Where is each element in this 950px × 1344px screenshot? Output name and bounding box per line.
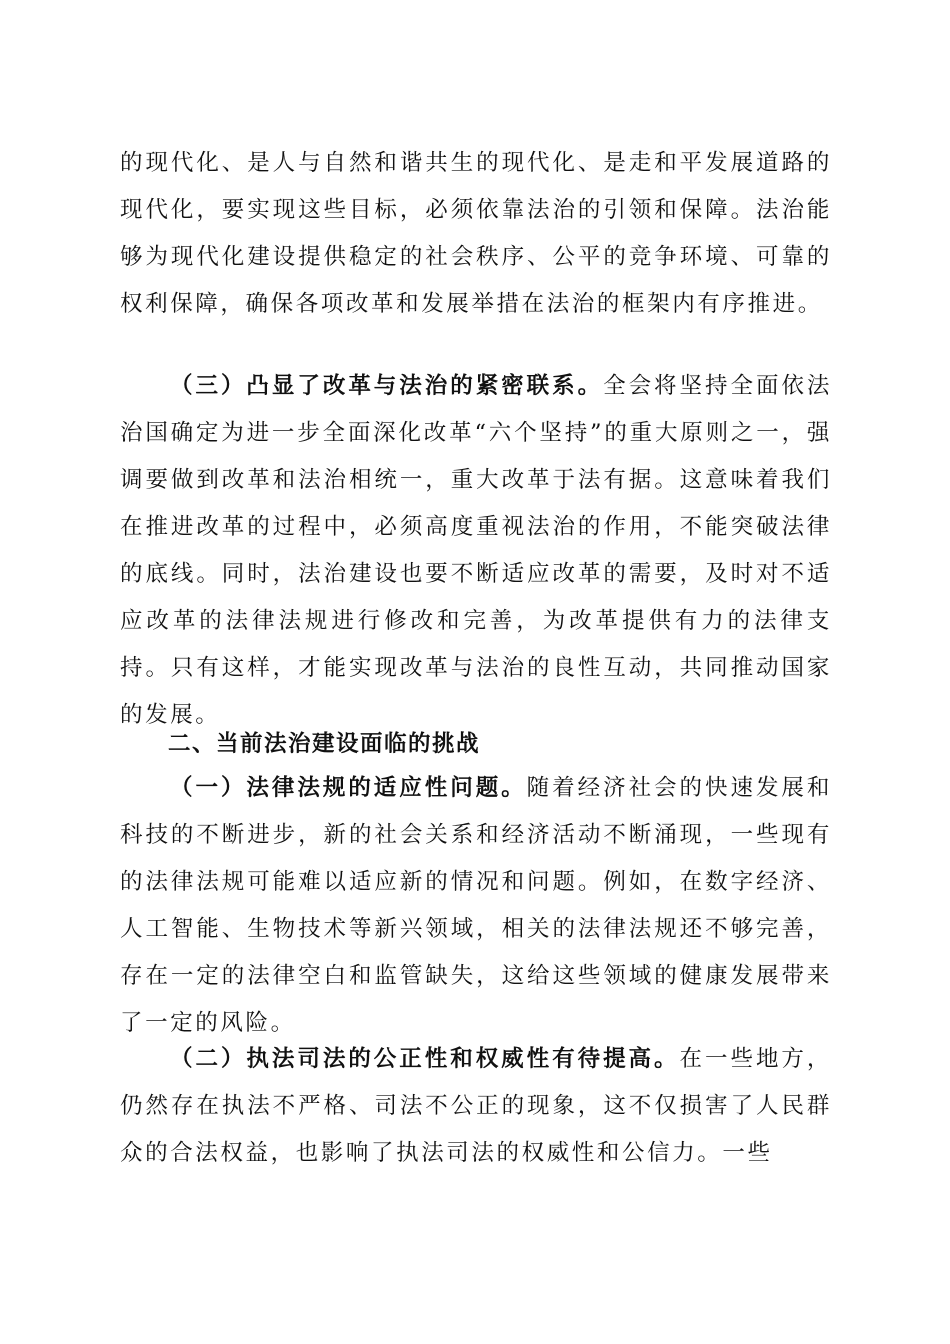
paragraph-law-adaptability — [120, 765, 832, 1047]
paragraph-reform-rule-of-law — [120, 363, 832, 739]
paragraph-lead: （三）凸显了改革与法治的紧密联系。 — [170, 373, 604, 399]
paragraph-lead: （二）执法司法的公正性和权威性有待提高。 — [170, 1046, 680, 1072]
paragraph-text: 随着经济社会的快速发展和科技的不断进步，新的社会关系和经济活动不断涌现，一些现有的法律法规可能难以适应新的情况和问题。例如，在数字经济、人工智能、生物技术等新兴领域，相关的法律法规还不够完善，存在一定的法律空白和监管缺失，这给这些领域的健康发展带来了一定的风险。 — [120, 775, 833, 1036]
section-heading: 二、当前法治建设面临的挑战 — [168, 731, 481, 757]
paragraph-text: 在一些地方，仍然存在执法不严格、司法不公正的现象，这不仅损害了人民群众的合法权益，也影响了执法司法的权威性和公信力。一些 — [120, 1046, 832, 1166]
paragraph-text: 的现代化、是人与自然和谐共生的现代化、是走和平发展道路的现代化，要实现这些目标，必须依靠法治的引领和保障。法治能够为现代化建设提供稳定的社会秩序、公平的竞争环境、可靠的权利保障，确保各项改革和发展举措在法治的框架内有序推进。 — [120, 150, 832, 317]
paragraph-lead: （一）法律法规的适应性问题。 — [170, 775, 527, 801]
paragraph-text: 全会将坚持全面依法治国确定为进一步全面深化改革“六个坚持”的重大原则之一，强调要做到改革和法治相统一，重大改革于法有据。这意味着我们在推进改革的过程中，必须高度重视法治的作用，不能突破法律的底线。同时，法治建设也要不断适应改革的需要，及时对不适应改革的法律法规进行修改和完善，为改革提供有力的法律支持。只有这样，才能实现改革与法治的良性互动，共同推动国家的发展。 — [120, 373, 832, 728]
paragraph-modernization — [120, 140, 832, 328]
paragraph-judicial-fairness — [120, 1036, 832, 1177]
